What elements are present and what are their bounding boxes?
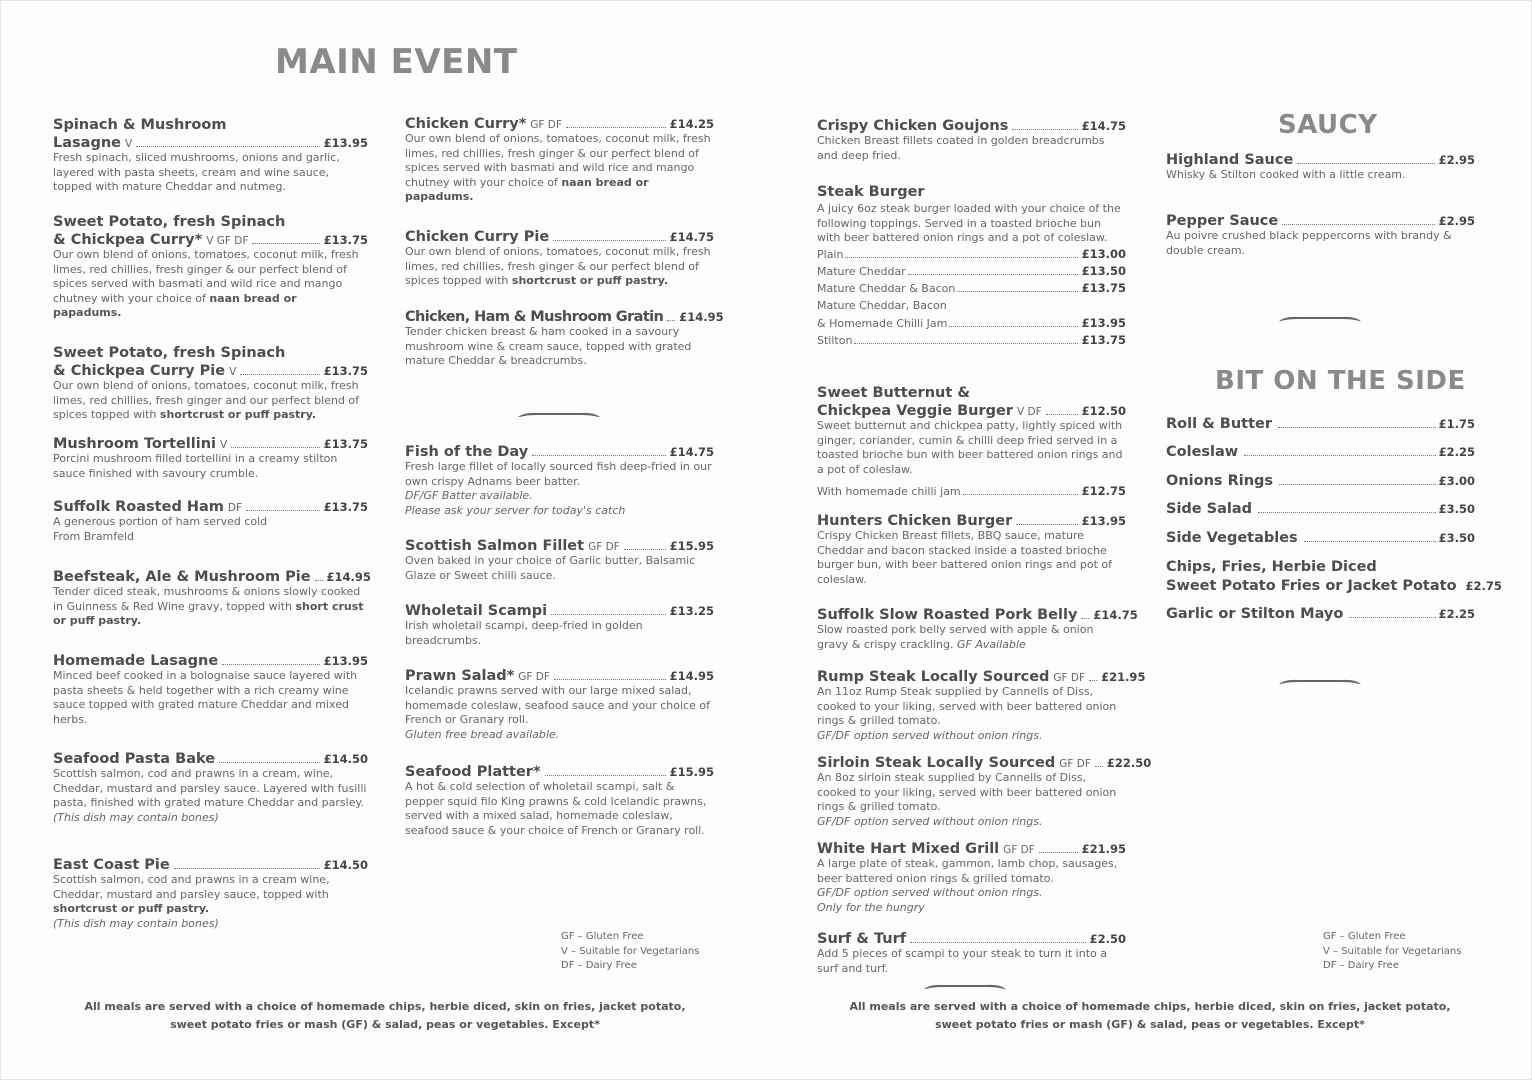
item-name: Sweet Potato, fresh Spinach <box>53 214 286 230</box>
item-name: Wholetail Scampi <box>405 603 548 619</box>
dot-leader <box>553 240 665 241</box>
dietary-tags: GF DF <box>1053 672 1086 684</box>
menu-item-steak-burger <box>817 183 1126 349</box>
item-description: Our own blend of onions, tomatoes, coconut milk, fresh limes, red chillies, fresh ginger & our perfect blend of spices served with basmati and wild rice and mango chutney with your choice of naan bread or papadums. <box>53 248 359 319</box>
item-price: £14.95 <box>679 310 724 324</box>
dot-leader <box>252 243 319 244</box>
item-name: Rump Steak Locally Sourced <box>817 669 1050 685</box>
menu-item-suffolk-ham <box>53 499 368 544</box>
item-name: East Coast Pie <box>53 857 170 873</box>
dot-leader <box>246 510 320 511</box>
item-description: Our own blend of onions, tomatoes, coconut milk, fresh limes, red chillies, fresh ginger & our perfect blend of spices served with basmati and wild rice and mango chutney with your choice of naan bread or papadums. <box>405 132 711 203</box>
dot-leader <box>566 127 666 128</box>
dietary-tags: GF DF <box>530 119 562 131</box>
main-event-title: MAIN EVENT <box>275 42 518 82</box>
footer-line: All meals are served with a choice of homemade chips, herbie diced, skin on fries, jacket potato, <box>849 1000 1451 1013</box>
sauce-item-highland <box>1166 152 1475 183</box>
dot-leader <box>667 320 675 321</box>
burger-option: Mature Cheddar £13.50 <box>817 263 1126 278</box>
item-description: Crispy Chicken Breast fillets, BBQ sauce, mature Cheddar and bacon stacked inside a toasted brioche burger bun, with beer battered onion rings and pot of coleslaw. <box>817 529 1113 586</box>
item-name: Lasagne <box>53 135 121 151</box>
footer-line: All meals are served with a choice of homemade chips, herbie diced, skin on fries, jacket potato, <box>84 1000 686 1013</box>
item-name: & Chickpea Curry* <box>53 232 203 248</box>
dot-leader <box>1012 129 1077 130</box>
dot-leader <box>1297 163 1434 164</box>
item-name: Surf & Turf <box>817 931 907 947</box>
dietary-tags: V DF <box>1016 406 1042 418</box>
item-name: Chickpea Veggie Burger <box>817 403 1013 419</box>
dot-leader <box>1282 224 1434 225</box>
item-name: Seafood Platter* <box>405 764 541 780</box>
item-name: Hunters Chicken Burger <box>817 513 1013 529</box>
menu-item-salmon-fillet <box>405 538 714 583</box>
item-name: Crispy Chicken Goujons <box>817 118 1009 134</box>
dietary-tags: GF DF <box>1003 844 1035 856</box>
footer-note <box>825 998 1475 1034</box>
item-description: Whisky & Stilton cooked with a little cream. <box>1166 168 1406 181</box>
item-price: £14.75 <box>669 445 714 459</box>
footer-line: sweet potato fries or mash (GF) & salad, peas or vegetables. Except* <box>935 1018 1365 1031</box>
menu-item-homemade-lasagne <box>53 653 368 727</box>
menu-item-lasagne <box>53 116 368 195</box>
dot-leader <box>231 447 319 448</box>
dot-leader <box>551 614 666 615</box>
item-name: Chicken, Ham & Mushroom Gratin <box>405 309 664 325</box>
item-price: £13.75 <box>323 500 368 514</box>
saucy-title: SAUCY <box>1278 110 1378 140</box>
side-item: Garlic or Stilton Mayo £2.25 <box>1166 606 1475 622</box>
item-description: Slow roasted pork belly served with apple & onion gravy & crispy crackling. GF Available <box>817 623 1094 651</box>
item-note: DF/GF Batter available. <box>405 489 533 502</box>
footer-note <box>60 998 710 1034</box>
dot-leader <box>1039 852 1078 853</box>
item-note: (This dish may contain bones) <box>53 810 219 824</box>
side-item: Side Vegetables £3.50 <box>1166 530 1475 546</box>
item-name: Seafood Pasta Bake <box>53 751 216 767</box>
item-price: £14.25 <box>669 117 714 131</box>
item-price: £13.95 <box>323 136 368 150</box>
burger-option: Mature Cheddar, Bacon <box>817 298 947 312</box>
dot-leader <box>219 762 320 763</box>
item-note: GF/DF option served without onion rings. <box>817 886 1043 899</box>
dietary-tags: V <box>229 366 237 378</box>
item-note: Gluten free bread available. <box>405 727 560 741</box>
menu-item-pork-belly <box>817 607 1138 652</box>
menu-item-east-coast-pie <box>53 857 368 931</box>
divider-ornament-icon <box>516 411 602 419</box>
item-description: Fresh large fillet of locally sourced fish deep-fried in our own crispy Adnams beer batter. <box>405 460 712 488</box>
item-price: £14.95 <box>326 570 371 584</box>
dot-leader <box>1095 766 1103 767</box>
divider-ornament-icon <box>922 983 1008 991</box>
menu-item-sweet-potato-curry <box>53 213 368 321</box>
side-item-chips: Sweet Potato Fries or Jacket Potato £2.75 <box>1166 578 1502 594</box>
burger-option: Stilton £13.75 <box>817 332 1126 347</box>
item-description: A generous portion of ham served cold From Bramfeld <box>53 515 268 543</box>
sides-list <box>1166 416 1502 636</box>
dot-leader <box>554 679 666 680</box>
item-price: £14.95 <box>669 669 714 683</box>
item-description: Tender diced steak, mushrooms & onions slowly cooked in Guinness & Red Wine gravy, topped with short crust or puff pastry. <box>53 585 364 627</box>
dietary-legend <box>1323 930 1461 974</box>
item-name: Sirloin Steak Locally Sourced <box>817 755 1056 771</box>
item-description: Au poivre crushed black peppercorns with brandy & double cream. <box>1166 229 1452 257</box>
menu-item-mushroom-tortellini <box>53 436 368 481</box>
legend-line: GF – Gluten Free <box>1323 931 1406 942</box>
item-price: £15.95 <box>669 765 714 779</box>
item-description: Irish wholetail scampi, deep-fried in golden breadcrumbs. <box>405 619 643 647</box>
item-price: £14.50 <box>323 752 368 766</box>
menu-item-surf-and-turf <box>817 931 1126 976</box>
menu-item-fish-of-the-day <box>405 444 714 518</box>
item-name: Steak Burger <box>817 184 925 200</box>
dot-leader <box>222 664 319 665</box>
burger-option: Mature Cheddar & Bacon £13.75 <box>817 280 1126 295</box>
item-description: An 11oz Rump Steak supplied by Cannells of Diss, cooked to your liking, served with beer battered onion rings & grilled tomato. <box>817 685 1117 727</box>
item-price: £14.75 <box>669 230 714 244</box>
dietary-tags: GF DF <box>588 541 620 553</box>
menu-item-seafood-pasta-bake <box>53 751 368 825</box>
dietary-tags: GF DF <box>1059 758 1091 770</box>
item-note: Please ask your server for today's catch <box>405 503 626 517</box>
item-description: Fresh spinach, sliced mushrooms, onions and garlic, layered with pasta sheets, cream and wine sauce, topped with mature Cheddar and nutmeg. <box>53 151 340 193</box>
item-price: £2.95 <box>1438 214 1475 228</box>
dot-leader <box>624 549 666 550</box>
item-name: Chicken Curry Pie <box>405 229 550 245</box>
item-price: £13.95 <box>323 654 368 668</box>
menu-item-chicken-goujons <box>817 118 1126 163</box>
item-note: Only for the hungry <box>817 900 925 914</box>
item-price: £14.75 <box>1081 119 1126 133</box>
item-description: Porcini mushroom filled tortellini in a creamy stilton sauce finished with savoury crumble. <box>53 452 338 480</box>
item-price: £21.95 <box>1081 842 1126 856</box>
menu-item-beefsteak-pie <box>53 569 371 629</box>
item-description: Our own blend of onions, tomatoes, coconut milk, fresh limes, red chillies, fresh ginger and our perfect blend of spices topped with shortcrust or puff pastry. <box>53 379 360 421</box>
dietary-tags: V <box>219 439 228 451</box>
item-price: £12.50 <box>1081 404 1126 418</box>
dietary-tags: V GF DF <box>206 235 249 247</box>
bit-on-the-side-title: BIT ON THE SIDE <box>1215 366 1466 396</box>
item-description: Chicken Breast fillets coated in golden breadcrumbs and deep fried. <box>817 134 1105 162</box>
item-note: (This dish may contain bones) <box>53 916 219 930</box>
item-name: Sweet Butternut & <box>817 385 970 401</box>
burger-option: & Homemade Chilli Jam £13.95 <box>817 315 1126 330</box>
dot-leader <box>545 775 666 776</box>
menu-item-chicken-ham-gratin <box>405 309 724 369</box>
item-price: £21.95 <box>1101 670 1146 684</box>
menu-item-chicken-curry <box>405 116 714 205</box>
item-price: £13.25 <box>669 604 714 618</box>
legend-line: DF – Dairy Free <box>1323 960 1399 971</box>
side-item: Roll & Butter £1.75 <box>1166 416 1475 432</box>
menu-item-hunters-burger <box>817 513 1126 587</box>
item-name: Suffolk Slow Roasted Pork Belly <box>817 607 1078 623</box>
menu-item-rump-steak <box>817 669 1146 743</box>
legend-line: V – Suitable for Vegetarians <box>561 945 700 957</box>
item-name: Fish of the Day <box>405 444 529 460</box>
item-description: Scottish salmon, cod and prawns in a cream, wine, Cheddar, mustard and parsley sauce. Layered with fusilli pasta, finished with grated mature Cheddar and parsley. <box>53 767 367 809</box>
menu-item-veggie-burger <box>817 384 1126 500</box>
legend-line: V – Suitable for Vegetarians <box>1323 945 1462 957</box>
item-name: Homemade Lasagne <box>53 653 219 669</box>
menu-item-mixed-grill <box>817 841 1126 915</box>
item-description: Minced beef cooked in a bolognaise sauce layered with pasta sheets & held together with a rich creamy wine sauce topped with grated mature Cheddar and mixed herbs. <box>53 669 358 726</box>
menu-item-sweet-potato-pie <box>53 344 368 423</box>
side-item: Side Salad £3.50 <box>1166 501 1475 517</box>
menu-item-chicken-curry-pie <box>405 229 714 289</box>
item-price: £14.75 <box>1093 608 1138 622</box>
item-price: £13.75 <box>323 233 368 247</box>
item-name: White Hart Mixed Grill <box>817 841 1000 857</box>
item-price: £14.50 <box>323 858 368 872</box>
item-description: A large plate of steak, gammon, lamb chop, sausages, beer battered onion rings & grilled tomato. <box>817 857 1118 885</box>
item-name: Chicken Curry* <box>405 116 527 132</box>
item-name: Beefsteak, Ale & Mushroom Pie <box>53 569 311 585</box>
dot-leader <box>315 580 323 581</box>
item-description: A juicy 6oz steak burger loaded with your choice of the following toppings. Served in a toasted brioche bun with beer battered onion rings and a pot of coleslaw. <box>817 202 1121 244</box>
item-description: Oven baked in your choice of Garlic butter, Balsamic Glaze or Sweet chilli sauce. <box>405 554 696 582</box>
item-description: A hot & cold selection of wholetail scampi, salt & pepper squid filo King prawns & cold Icelandic prawns, served with a mixed salad, homemade coleslaw, seafood sauce & your choice of French or Granary roll. <box>405 780 707 837</box>
burger-option: With homemade chilli jam £12.75 <box>817 484 1126 498</box>
divider-ornament-icon <box>1277 678 1363 686</box>
item-price: £2.95 <box>1438 153 1475 167</box>
item-description: Add 5 pieces of scampi to your steak to turn it into a surf and turf. <box>817 947 1107 975</box>
item-name: Scottish Salmon Fillet <box>405 538 585 554</box>
footer-line: sweet potato fries or mash (GF) & salad, peas or vegetables. Except* <box>170 1018 600 1031</box>
dot-leader <box>532 455 665 456</box>
item-description: Scottish salmon, cod and prawns in a cream wine, Cheddar, mustard and parsley sauce, topped with shortcrust or puff pastry. <box>53 873 330 915</box>
dietary-tags: GF DF <box>518 671 550 683</box>
divider-ornament-icon <box>1277 315 1363 323</box>
dot-leader <box>136 146 319 147</box>
dot-leader <box>240 374 319 375</box>
burger-option: Plain £13.00 <box>817 246 1126 261</box>
dot-leader <box>1016 524 1077 525</box>
item-description: An 8oz sirloin steak supplied by Cannells of Diss, cooked to your liking, served with beer battered onion rings & grilled tomato. <box>817 771 1117 813</box>
dot-leader <box>910 942 1086 943</box>
item-name: Suffolk Roasted Ham <box>53 499 224 515</box>
menu-item-prawn-salad <box>405 668 714 742</box>
item-description: Tender chicken breast & ham cooked in a savoury mushroom wine & cream sauce, topped with grated mature Cheddar & breadcrumbs. <box>405 325 692 367</box>
item-price: £13.95 <box>1081 514 1126 528</box>
item-price: £13.75 <box>323 364 368 378</box>
menu-item-seafood-platter <box>405 764 714 838</box>
legend-line: GF – Gluten Free <box>561 931 644 942</box>
item-name: Prawn Salad* <box>405 668 515 684</box>
dot-leader <box>1046 414 1078 415</box>
dot-leader <box>1089 680 1097 681</box>
item-name: Mushroom Tortellini <box>53 436 216 452</box>
item-description: Icelandic prawns served with our large mixed salad, homemade coleslaw, seafood sauce and your choice of French or Granary roll. <box>405 684 710 726</box>
item-name: & Chickpea Curry Pie <box>53 363 226 379</box>
item-note: GF/DF option served without onion rings. <box>817 728 1043 742</box>
dietary-tags: DF <box>227 502 243 514</box>
dot-leader <box>174 868 320 869</box>
item-description: Sweet butternut and chickpea patty, lightly spiced with ginger, coriander, cumin & chilli deep fried served in a toasted brioche bun with beer battered onion rings and a pot of coleslaw. <box>817 419 1123 476</box>
item-price: £13.75 <box>323 437 368 451</box>
item-name: Spinach & Mushroom <box>53 117 227 133</box>
dot-leader <box>1081 618 1089 619</box>
menu-item-sirloin-steak <box>817 755 1152 829</box>
side-item: Onions Rings £3.00 <box>1166 473 1475 489</box>
item-name: Pepper Sauce <box>1166 213 1279 229</box>
menu-item-wholetail-scampi <box>405 603 714 648</box>
item-note: GF/DF option served without onion rings. <box>817 814 1043 828</box>
item-price: £15.95 <box>669 539 714 553</box>
item-price: £22.50 <box>1106 756 1152 770</box>
item-name: Highland Sauce <box>1166 152 1294 168</box>
item-price: £2.50 <box>1089 932 1126 946</box>
item-name: Sweet Potato, fresh Spinach <box>53 345 286 361</box>
side-item: Coleslaw £2.25 <box>1166 444 1475 460</box>
sauce-item-pepper <box>1166 213 1475 258</box>
dietary-tags: V <box>124 138 133 150</box>
item-description: Our own blend of onions, tomatoes, coconut milk, fresh limes, red chillies, fresh ginger & our perfect blend of spices topped with shortcrust or puff pastry. <box>405 245 711 287</box>
legend-line: DF – Dairy Free <box>561 960 637 971</box>
dietary-legend <box>561 930 699 974</box>
side-item-chips-label: Chips, Fries, Herbie Diced <box>1166 559 1377 575</box>
